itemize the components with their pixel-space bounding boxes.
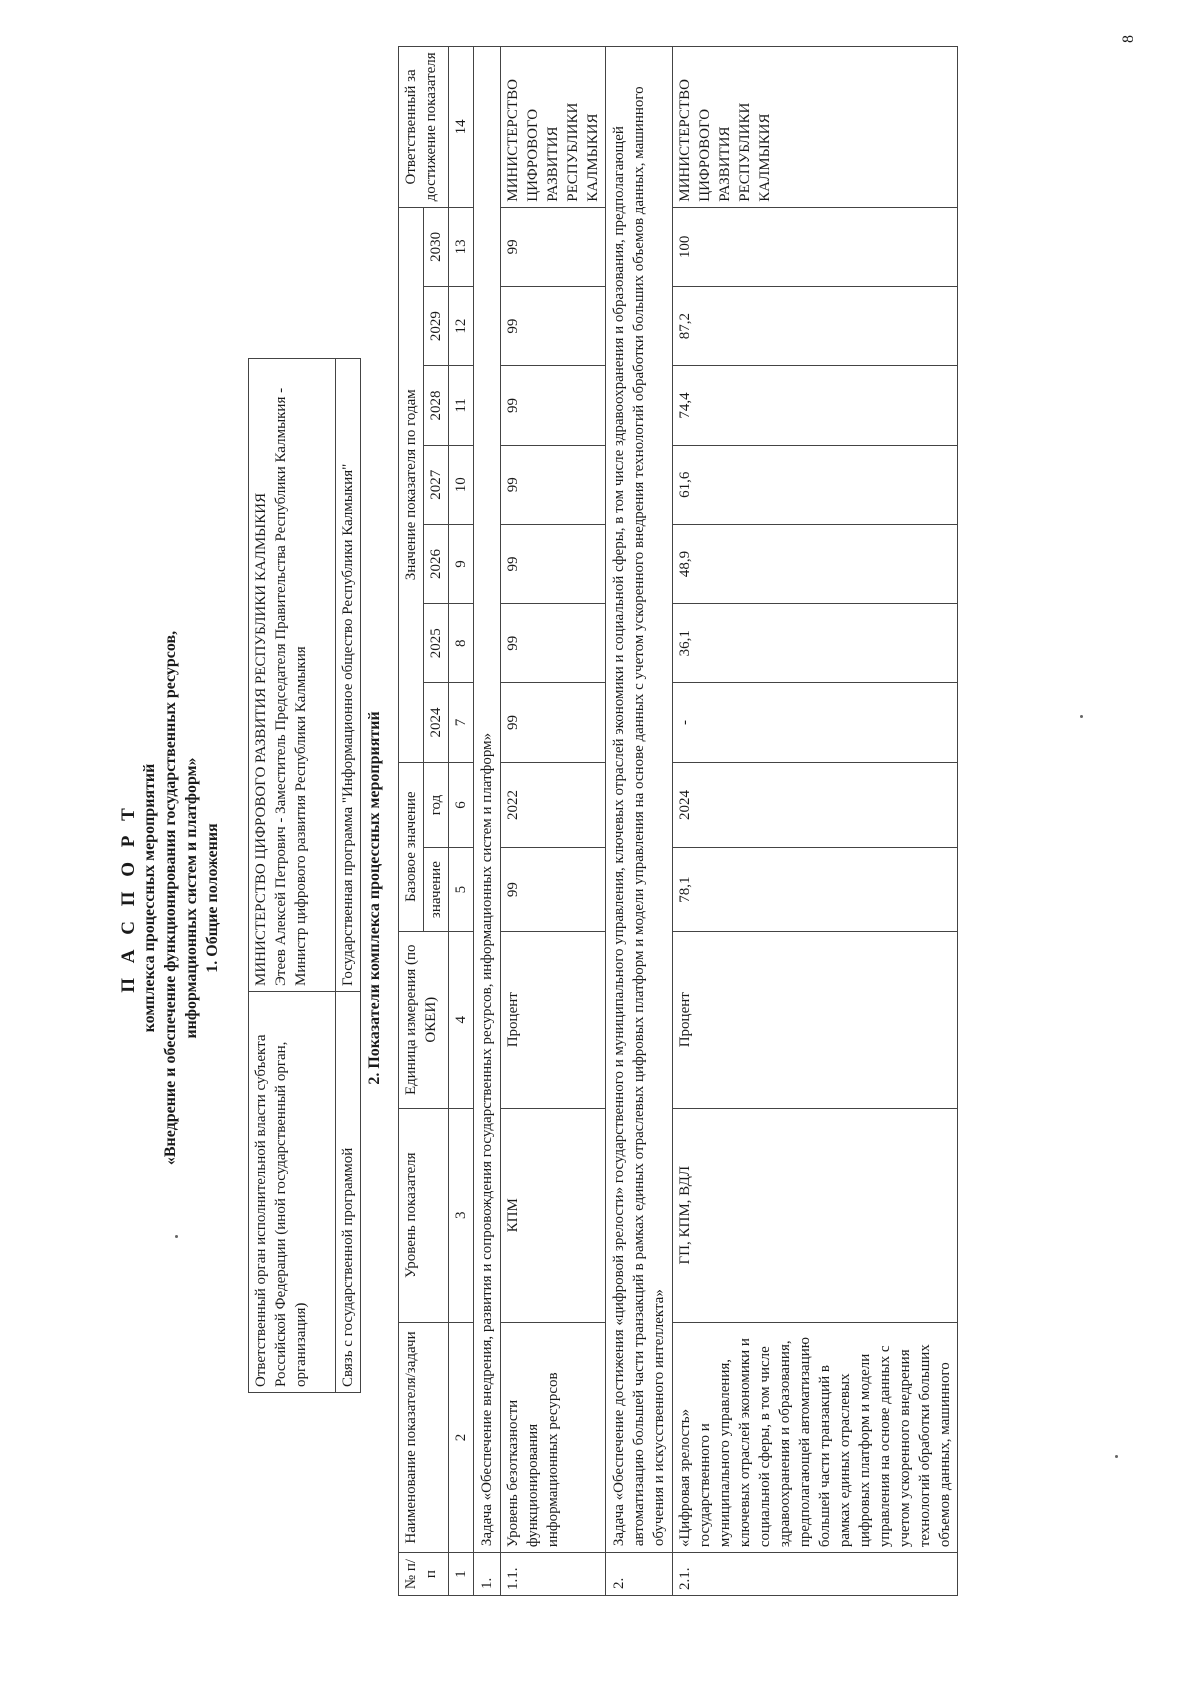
task-row — [606, 47, 673, 1596]
indicator-name: «Цифровая зрелость» государственного и муниципального управления, ключевых отраслей экономики и социальной сферы, в том числе здравоохранения и образования, предполагающей автоматизацию большей части транзакций в рамках единых отраслевых цифровых платформ и модели управления на основе данных с учетом ускоренного внедрения технологий обработки больших объемов данных, машинного — [673, 1322, 958, 1552]
year-value: 99 — [501, 207, 606, 286]
col-number: 1 — [449, 1553, 474, 1596]
col-number: 5 — [449, 848, 474, 932]
indicator-level: КПМ — [501, 1108, 606, 1322]
row-number: 1.1. — [501, 1553, 606, 1596]
general-provisions-table — [248, 358, 361, 1393]
col-header-level: Уровень показателя — [399, 1108, 449, 1322]
page-number: 8 — [1120, 35, 1137, 43]
table-row — [249, 359, 336, 1393]
heading-program-name: «Внедрение и обеспечение функционирования государственных ресурсов, — [162, 630, 179, 1166]
year-value: 36,1 — [673, 604, 958, 683]
col-header-base: Базовое значение — [399, 762, 424, 931]
task-number: 2. — [606, 1553, 673, 1596]
col-header-year: 2029 — [424, 287, 449, 366]
col-header-base-year: год — [424, 762, 449, 848]
col-header-year: 2024 — [424, 683, 449, 762]
col-number: 13 — [449, 207, 474, 286]
base-value: 78,1 — [673, 848, 958, 932]
year-value: 99 — [501, 604, 606, 683]
col-number: 3 — [449, 1108, 474, 1322]
col-number: 2 — [449, 1322, 474, 1552]
year-value: 48,9 — [673, 524, 958, 603]
task-row — [474, 47, 501, 1596]
col-header-name: Наименование показателя/задачи — [399, 1322, 449, 1552]
heading-subtitle: комплекса процессных мероприятий — [141, 763, 158, 1033]
task-text: Задача «Обеспечение внедрения, развития и сопровождения государственных ресурсов, информационных систем и платформ» — [474, 47, 501, 1553]
responsible: МИНИСТЕРСТВО ЦИФРОВОГО РАЗВИТИЯ РЕСПУБЛИКИ КАЛМЫКИЯ — [673, 47, 958, 208]
responsible-position: Министр цифрового развития Республики Калмыкия — [293, 646, 309, 986]
indicators-table — [398, 46, 958, 1596]
responsible-body-label: Ответственный орган исполнительной власти субъекта Российской Федерации (иной государственный орган, организация) — [249, 992, 336, 1393]
task-number: 1. — [474, 1553, 501, 1596]
base-year: 2024 — [673, 762, 958, 848]
col-number: 11 — [449, 366, 474, 445]
document-heading — [118, 398, 223, 1398]
table-row — [673, 47, 958, 1596]
year-value: - — [673, 683, 958, 762]
table-row — [501, 47, 606, 1596]
year-value: 99 — [501, 683, 606, 762]
col-number: 9 — [449, 524, 474, 603]
col-header-by-years: Значение показателя по годам — [399, 207, 424, 762]
section1-title: 1. Общие положения — [204, 823, 221, 973]
col-number: 6 — [449, 762, 474, 848]
col-header-base-value: значение — [424, 848, 449, 932]
indicator-name: Уровень безотказности функционирования информационных ресурсов — [501, 1322, 606, 1552]
responsible: МИНИСТЕРСТВО ЦИФРОВОГО РАЗВИТИЯ РЕСПУБЛИКИ КАЛМЫКИЯ — [501, 47, 606, 208]
col-number: 8 — [449, 604, 474, 683]
base-value: 99 — [501, 848, 606, 932]
year-value: 99 — [501, 524, 606, 603]
year-value: 87,2 — [673, 287, 958, 366]
scan-speck — [1115, 1455, 1118, 1458]
table-row — [336, 359, 361, 1393]
row-number: 2.1. — [673, 1553, 958, 1596]
program-link-label: Связь с государственной программой — [336, 992, 361, 1393]
heading-passport: П А С П О Р Т — [118, 803, 139, 993]
scan-speck — [1080, 715, 1083, 718]
indicator-level: ГП, КПМ, ВДЛ — [673, 1108, 958, 1322]
year-value: 99 — [501, 366, 606, 445]
column-number-row — [449, 47, 474, 1596]
responsible-body-value — [249, 359, 336, 992]
col-header-year: 2030 — [424, 207, 449, 286]
col-header-year: 2027 — [424, 445, 449, 524]
col-number: 7 — [449, 683, 474, 762]
col-number: 4 — [449, 931, 474, 1108]
responsible-person: Этеев Алексей Петрович - Заместитель Председателя Правительства Республики Калмыкия - — [273, 387, 289, 986]
year-value: 99 — [501, 445, 606, 524]
section2-title: 2. Показатели комплекса процессных мероприятий — [366, 711, 383, 1085]
year-value: 61,6 — [673, 445, 958, 524]
task-text: Задача «Обеспечение достижения «цифровой зрелости» государственного и муниципального управления, ключевых отраслей экономики и социальной сферы, в том числе здравоохранения и образования, предполагающей автоматизацию большей части транзакций в рамках единых отраслевых цифровых платформ и модели управления на основе данных с учетом ускоренного внедрения технологий обработки больших объемов данных, машинного обучения и искусственного интеллекта» — [606, 47, 673, 1553]
col-header-year: 2025 — [424, 604, 449, 683]
year-value: 99 — [501, 287, 606, 366]
indicator-unit: Процент — [673, 931, 958, 1108]
col-header-responsible: Ответственный за достижение показателя — [399, 47, 449, 208]
header-row — [399, 47, 424, 1596]
col-header-num: № п/п — [399, 1553, 449, 1596]
base-year: 2022 — [501, 762, 606, 848]
scan-speck — [175, 1235, 178, 1238]
col-header-year: 2026 — [424, 524, 449, 603]
year-value: 74,4 — [673, 366, 958, 445]
col-number: 10 — [449, 445, 474, 524]
heading-program-name-cont: информационных систем и платформ» — [183, 757, 200, 1039]
col-number: 14 — [449, 47, 474, 208]
col-header-year: 2028 — [424, 366, 449, 445]
program-link-value: Государственная программа "Информационное общество Республики Калмыкия" — [336, 359, 361, 992]
col-number: 12 — [449, 287, 474, 366]
col-header-unit: Единица измерения (по ОКЕИ) — [399, 931, 449, 1108]
indicator-unit: Процент — [501, 931, 606, 1108]
year-value: 100 — [673, 207, 958, 286]
responsible-ministry: МИНИСТЕРСТВО ЦИФРОВОГО РАЗВИТИЯ РЕСПУБЛИКИ КАЛМЫКИЯ — [253, 492, 269, 986]
